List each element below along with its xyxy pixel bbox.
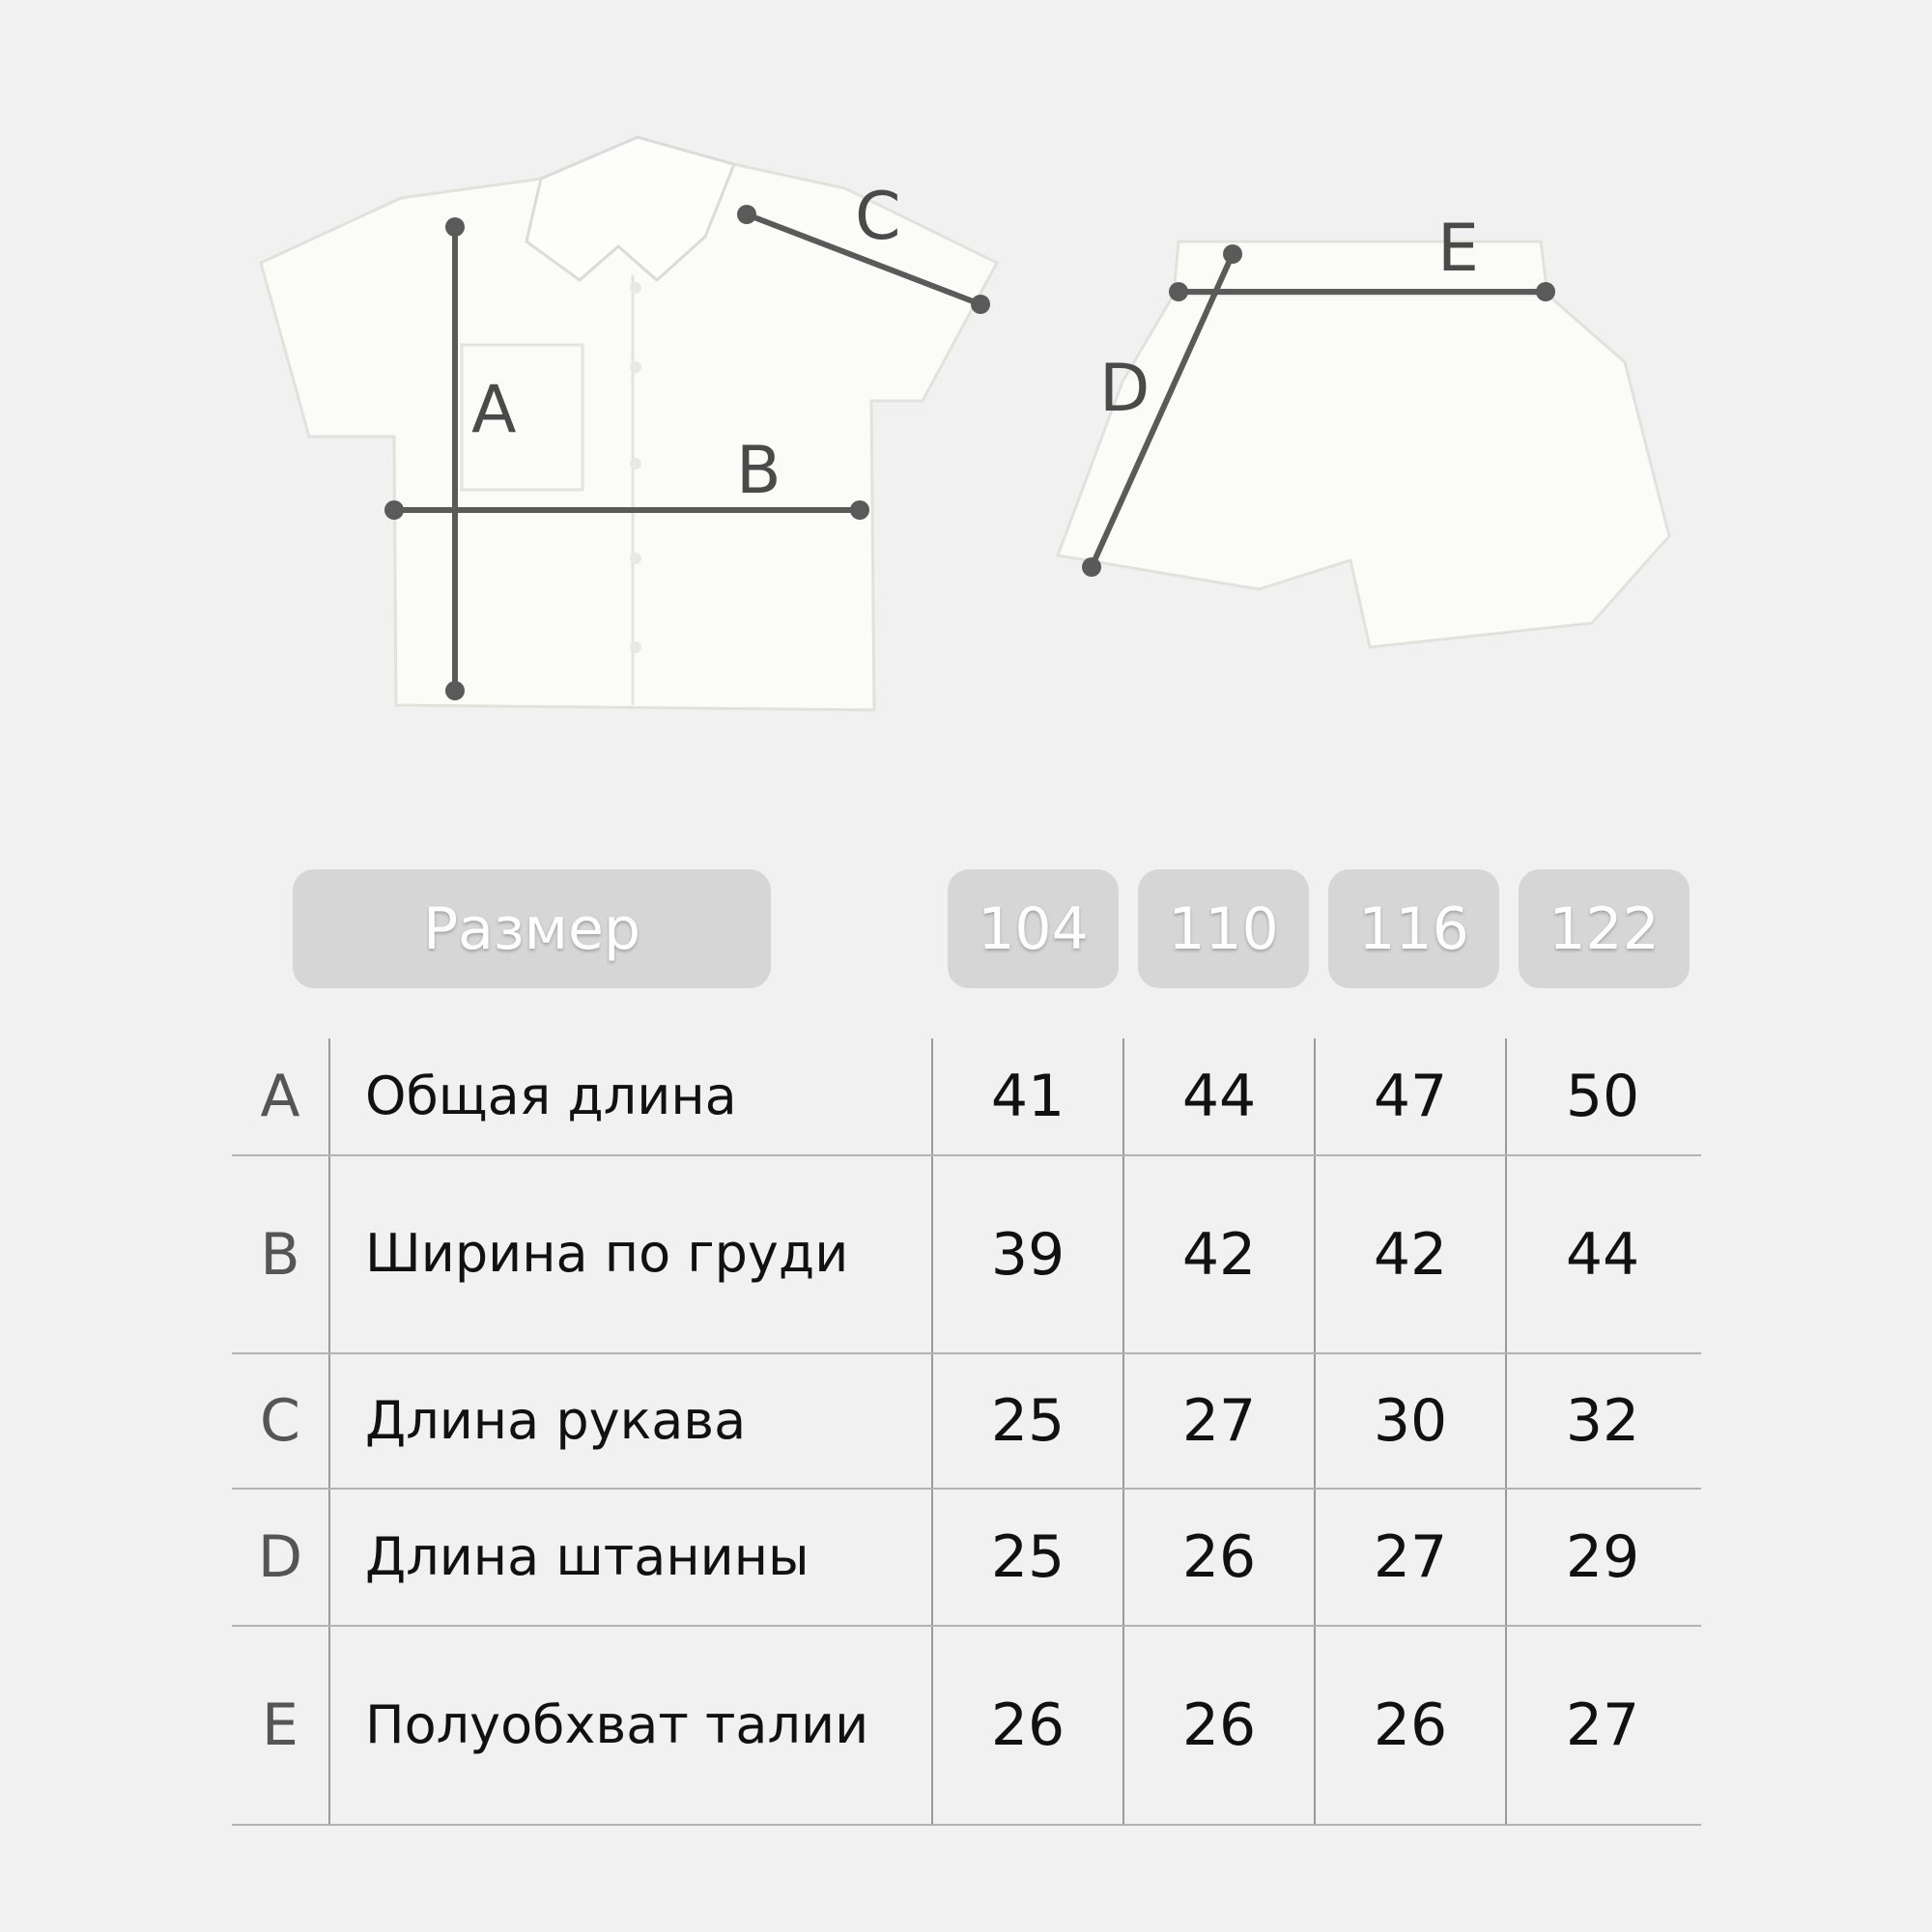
value-cell: 26 — [1124, 1627, 1316, 1824]
value-cell: 27 — [1124, 1354, 1316, 1488]
row-measure-name: Полуобхват талии — [330, 1627, 933, 1824]
table-row — [232, 1354, 1701, 1490]
table-row — [232, 1156, 1701, 1354]
value-cell: 26 — [933, 1627, 1124, 1824]
value-cell: 44 — [1124, 1038, 1316, 1154]
value-cell: 42 — [1316, 1156, 1507, 1352]
size-header-116: 116 — [1328, 869, 1499, 988]
value-cell: 29 — [1565, 1523, 1640, 1591]
value-cell: 41 — [933, 1038, 1124, 1154]
row-measure-name: Длина рукава — [330, 1354, 933, 1488]
value-cell: 42 — [1124, 1156, 1316, 1352]
table-row — [232, 1627, 1701, 1826]
row-measure-name: Длина штанины — [330, 1490, 933, 1625]
value-cell: 32 — [1565, 1387, 1640, 1455]
value-cell: 25 — [933, 1490, 1124, 1625]
size-header-110: 110 — [1138, 869, 1309, 988]
value-cell: 47 — [1316, 1038, 1507, 1154]
row-measure-name: Общая длина — [330, 1038, 933, 1154]
value-cell: 44 — [1565, 1220, 1640, 1289]
value-cell: 26 — [1124, 1490, 1316, 1625]
value-cell: 26 — [1316, 1627, 1507, 1824]
label-c: C — [855, 179, 901, 255]
value-cell: 27 — [1316, 1490, 1507, 1625]
table-row — [232, 1038, 1701, 1156]
row-letter: E — [232, 1627, 330, 1824]
size-table — [232, 1038, 1701, 1826]
value-cell: 25 — [933, 1354, 1124, 1488]
value-cell: 30 — [1316, 1354, 1507, 1488]
row-measure-name: Ширина по груди — [330, 1156, 933, 1352]
size-header-label: Размер — [293, 869, 771, 988]
value-cell: 39 — [933, 1156, 1124, 1352]
row-letter: C — [232, 1354, 330, 1488]
table-row — [232, 1490, 1701, 1627]
label-e: E — [1437, 211, 1479, 287]
label-b: B — [736, 433, 781, 509]
label-a: A — [471, 372, 517, 448]
row-letter: D — [232, 1490, 330, 1625]
garment-measurement-diagram — [0, 0, 1932, 792]
label-d: D — [1099, 351, 1151, 427]
value-cell: 50 — [1565, 1063, 1640, 1130]
size-header-104: 104 — [948, 869, 1119, 988]
row-letter: B — [232, 1156, 330, 1352]
value-cell: 27 — [1565, 1691, 1640, 1759]
row-letter: A — [232, 1038, 330, 1154]
size-header-122: 122 — [1519, 869, 1690, 988]
